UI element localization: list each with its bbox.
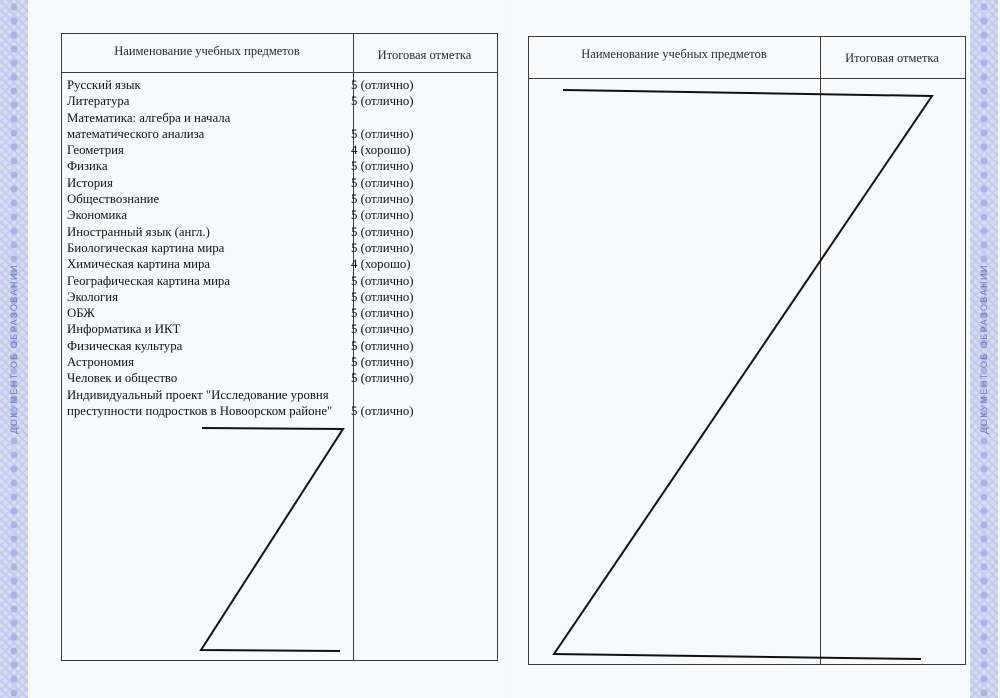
subject-line: История (67, 175, 113, 190)
subject-line: Экономика (67, 208, 128, 223)
subject-line: Иностранный язык (англ.) (67, 224, 210, 239)
subject-line: ОБЖ (67, 306, 95, 321)
grade-value: 5 (отлично) (351, 224, 414, 239)
subject-line: Химическая картина мира (67, 257, 211, 272)
right-z-cancel-mark (510, 0, 1000, 698)
grade-value: 4 (хорошо) (351, 143, 411, 158)
subject-line: Физическая культура (67, 338, 183, 353)
grade-value: 5 (отлично) (351, 322, 414, 337)
subject-line: Физика (67, 159, 108, 174)
grade-value: 5 (отлично) (351, 240, 414, 255)
subject-line: математического анализа (67, 126, 205, 141)
subject-line: Обществознание (67, 192, 160, 207)
left-grade-column-header: Итоговая отметка (377, 48, 472, 62)
grade-value: 5 (отлично) (351, 126, 414, 141)
grade-value: 5 (отлично) (351, 403, 414, 418)
grade-value: 4 (хорошо) (351, 257, 411, 272)
subject-line: Индивидуальный проект "Исследование уровня (67, 387, 329, 402)
right-page (510, 0, 1000, 698)
subject-line: Астрономия (67, 355, 134, 370)
grade-value: 5 (отлично) (351, 371, 414, 386)
subject-line: Геометрия (67, 143, 124, 158)
subject-line: Информатика и ИКТ (67, 322, 181, 337)
subject-line: Географическая картина мира (67, 273, 230, 288)
grade-value: 5 (отлично) (351, 338, 414, 353)
grade-value: 5 (отлично) (351, 78, 414, 92)
subject-line: Экология (67, 289, 119, 304)
right-border-text: ДОКУМЕНТ ОБ ОБРАЗОВАНИИ (979, 264, 989, 434)
left-border-text: ДОКУМЕНТ ОБ ОБРАЗОВАНИИ (9, 264, 19, 434)
grade-value: 5 (отлично) (351, 289, 414, 304)
right-grade-column-header: Итоговая отметка (845, 51, 939, 65)
subject-line: Биологическая картина мира (67, 240, 225, 255)
subject-line: Математика: алгебра и начала (67, 110, 231, 125)
grade-value: 5 (отлично) (351, 94, 414, 109)
subject-line: Русский язык (67, 78, 141, 92)
subject-line: Литература (67, 94, 130, 109)
grade-value: 5 (отлично) (351, 208, 414, 223)
grade-value: 5 (отлично) (351, 159, 414, 174)
right-subject-column-header: Наименование учебных предметов (581, 47, 767, 61)
grade-value: 5 (отлично) (351, 192, 414, 207)
subject-line: преступности подростков в Новоорском районе" (67, 403, 333, 418)
left-subject-column-header: Наименование учебных предметов (114, 44, 300, 58)
grade-value: 5 (отлично) (351, 355, 414, 370)
subject-line: Человек и общество (67, 371, 178, 386)
grade-value: 5 (отлично) (351, 306, 414, 321)
grade-value: 5 (отлично) (351, 175, 414, 190)
grade-value: 5 (отлично) (351, 273, 414, 288)
